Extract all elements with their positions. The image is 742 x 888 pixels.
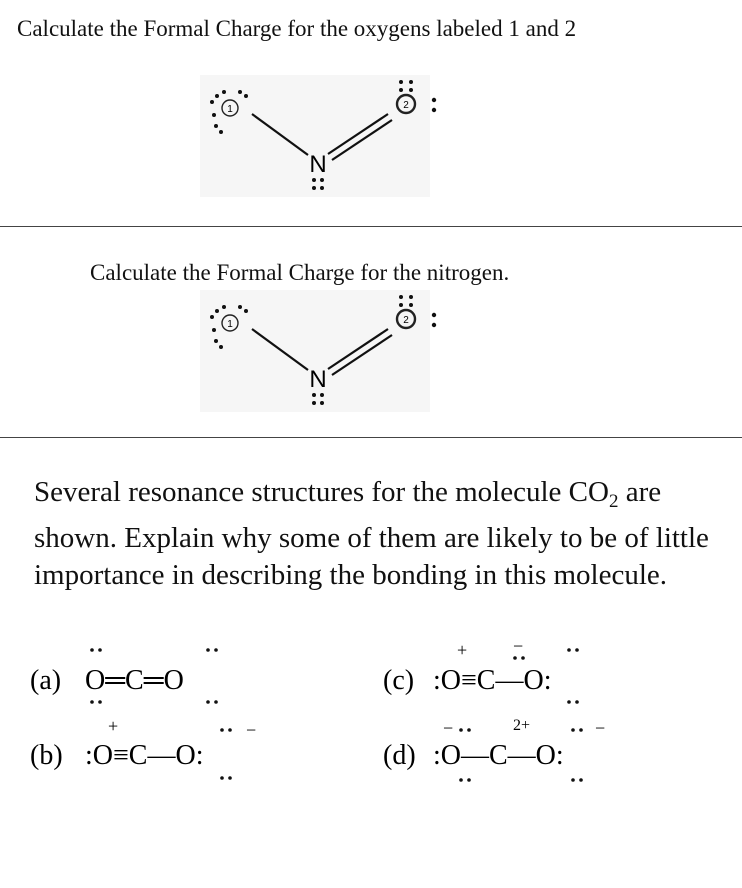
label-c: (c) xyxy=(383,665,415,696)
question-2-text: Calculate the Formal Charge for the nitrogen. xyxy=(90,260,510,285)
label-a: (a) xyxy=(30,665,62,696)
charge-c-mid: − xyxy=(513,636,524,656)
nitrite-structure-1 xyxy=(190,70,460,200)
formula-d: :O—C—O: xyxy=(433,740,564,771)
charge-d-right: − xyxy=(595,718,606,738)
nitrite-structure-2 xyxy=(190,285,460,415)
oxygen-2-label: 2 xyxy=(403,100,409,111)
paragraph-main: Several resonance structures for the molecule CO xyxy=(34,476,609,508)
nitrogen-symbol: N xyxy=(309,366,327,393)
formula-c: :O≡C—O: xyxy=(433,665,552,696)
charge-b-right: − xyxy=(246,720,257,740)
co2-subscript: 2 xyxy=(608,491,619,512)
question-1-text: Calculate the Formal Charge for the oxygens labeled 1 and 2 xyxy=(17,16,577,41)
label-b: (b) xyxy=(30,740,63,771)
label-d: (d) xyxy=(383,740,416,771)
charge-b-left: + xyxy=(108,716,119,736)
oxygen-1-label: 1 xyxy=(227,319,233,330)
oxygen-2-label: 2 xyxy=(403,315,409,326)
formula-b: :O≡C—O: xyxy=(85,740,204,771)
nitrogen-symbol: N xyxy=(309,151,327,178)
resonance-structure-d xyxy=(383,712,633,796)
charge-c-left: + xyxy=(457,640,468,660)
oxygen-1-label: 1 xyxy=(227,104,233,115)
divider-1 xyxy=(0,226,742,227)
divider-2 xyxy=(0,437,742,438)
paragraph-rest: are shown. Explain why some of them are likely to be of little importance in describing the bonding in this molecule. xyxy=(34,476,709,591)
resonance-structure-b xyxy=(30,716,280,796)
charge-d-left: − xyxy=(443,718,454,738)
resonance-question-text xyxy=(34,474,724,594)
formula-a: O═C═O xyxy=(85,665,184,696)
resonance-structure-a xyxy=(30,636,240,716)
charge-d-mid: 2+ xyxy=(513,717,531,734)
resonance-structure-c xyxy=(383,636,633,716)
